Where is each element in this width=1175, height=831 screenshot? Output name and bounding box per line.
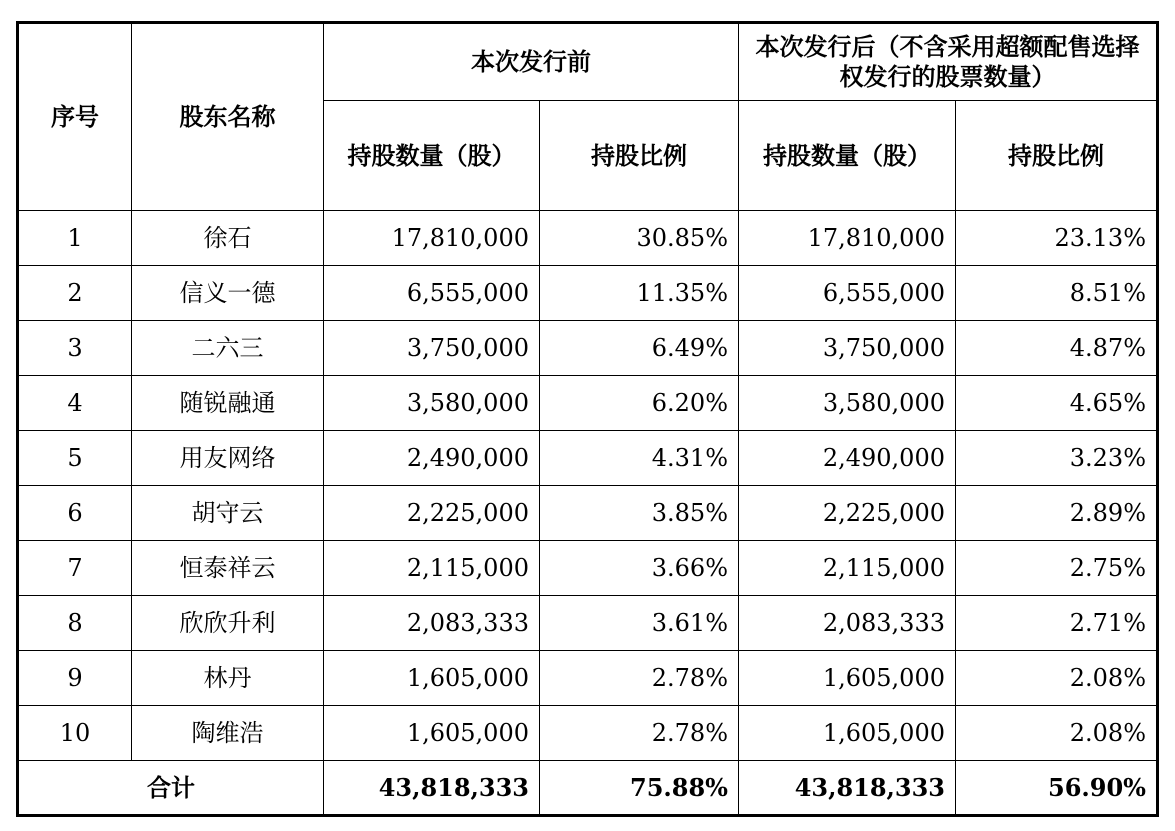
cell-after-shares: 2,083,333 (739, 596, 956, 651)
header-after-shares: 持股数量（股） (739, 101, 956, 211)
header-seq: 序号 (18, 23, 132, 211)
header-name: 股东名称 (132, 23, 324, 211)
table-row (18, 706, 1158, 761)
cell-seq: 7 (18, 541, 132, 596)
cell-after-ratio: 4.65% (956, 376, 1158, 431)
cell-seq: 2 (18, 266, 132, 321)
header-before-ratio: 持股比例 (540, 101, 739, 211)
cell-after-ratio: 2.71% (956, 596, 1158, 651)
cell-after-shares: 1,605,000 (739, 706, 956, 761)
cell-after-ratio: 2.08% (956, 651, 1158, 706)
cell-before-shares: 2,083,333 (324, 596, 540, 651)
cell-before-ratio: 2.78% (540, 706, 739, 761)
cell-seq: 9 (18, 651, 132, 706)
cell-name: 陶维浩 (132, 706, 324, 761)
cell-before-ratio: 4.31% (540, 431, 739, 486)
cell-after-shares: 2,490,000 (739, 431, 956, 486)
table-row (18, 321, 1158, 376)
cell-seq: 6 (18, 486, 132, 541)
cell-seq: 3 (18, 321, 132, 376)
header-before-shares: 持股数量（股） (324, 101, 540, 211)
cell-after-shares: 17,810,000 (739, 211, 956, 266)
header-before: 本次发行前 (324, 23, 739, 101)
cell-after-shares: 6,555,000 (739, 266, 956, 321)
cell-name: 林丹 (132, 651, 324, 706)
table-row (18, 266, 1158, 321)
cell-before-shares: 1,605,000 (324, 651, 540, 706)
header-after-ratio: 持股比例 (956, 101, 1158, 211)
cell-before-shares: 1,605,000 (324, 706, 540, 761)
cell-before-shares: 3,580,000 (324, 376, 540, 431)
total-before-shares: 43,818,333 (324, 761, 540, 816)
cell-name: 信义一德 (132, 266, 324, 321)
cell-after-ratio: 3.23% (956, 431, 1158, 486)
cell-name: 用友网络 (132, 431, 324, 486)
cell-before-ratio: 2.78% (540, 651, 739, 706)
cell-after-ratio: 23.13% (956, 211, 1158, 266)
total-after-ratio: 56.90% (956, 761, 1158, 816)
table-body (18, 211, 1158, 761)
cell-before-shares: 17,810,000 (324, 211, 540, 266)
cell-name: 欣欣升利 (132, 596, 324, 651)
cell-name: 随锐融通 (132, 376, 324, 431)
cell-before-shares: 3,750,000 (324, 321, 540, 376)
table-row (18, 486, 1158, 541)
table-row (18, 431, 1158, 486)
cell-after-ratio: 2.75% (956, 541, 1158, 596)
total-label: 合计 (18, 761, 324, 816)
table-row (18, 376, 1158, 431)
cell-seq: 1 (18, 211, 132, 266)
header-after: 本次发行后（不含采用超额配售选择权发行的股票数量） (739, 23, 1158, 101)
cell-name: 恒泰祥云 (132, 541, 324, 596)
table-row (18, 651, 1158, 706)
cell-seq: 4 (18, 376, 132, 431)
cell-before-ratio: 3.85% (540, 486, 739, 541)
table-row (18, 541, 1158, 596)
cell-before-ratio: 3.61% (540, 596, 739, 651)
cell-name: 徐石 (132, 211, 324, 266)
cell-after-shares: 2,115,000 (739, 541, 956, 596)
table-row (18, 596, 1158, 651)
cell-seq: 8 (18, 596, 132, 651)
cell-before-ratio: 6.20% (540, 376, 739, 431)
cell-before-ratio: 6.49% (540, 321, 739, 376)
table-row (18, 211, 1158, 266)
cell-after-ratio: 2.89% (956, 486, 1158, 541)
total-row (18, 761, 1158, 816)
cell-name: 二六三 (132, 321, 324, 376)
cell-after-shares: 1,605,000 (739, 651, 956, 706)
cell-before-shares: 6,555,000 (324, 266, 540, 321)
cell-before-ratio: 3.66% (540, 541, 739, 596)
cell-after-shares: 2,225,000 (739, 486, 956, 541)
cell-before-ratio: 30.85% (540, 211, 739, 266)
cell-after-shares: 3,750,000 (739, 321, 956, 376)
cell-name: 胡守云 (132, 486, 324, 541)
header-row-1 (18, 23, 1158, 101)
cell-after-shares: 3,580,000 (739, 376, 956, 431)
cell-seq: 10 (18, 706, 132, 761)
cell-before-ratio: 11.35% (540, 266, 739, 321)
total-before-ratio: 75.88% (540, 761, 739, 816)
total-after-shares: 43,818,333 (739, 761, 956, 816)
shareholder-table (16, 21, 1159, 817)
cell-after-ratio: 2.08% (956, 706, 1158, 761)
cell-seq: 5 (18, 431, 132, 486)
cell-before-shares: 2,225,000 (324, 486, 540, 541)
cell-before-shares: 2,490,000 (324, 431, 540, 486)
cell-before-shares: 2,115,000 (324, 541, 540, 596)
cell-after-ratio: 4.87% (956, 321, 1158, 376)
cell-after-ratio: 8.51% (956, 266, 1158, 321)
